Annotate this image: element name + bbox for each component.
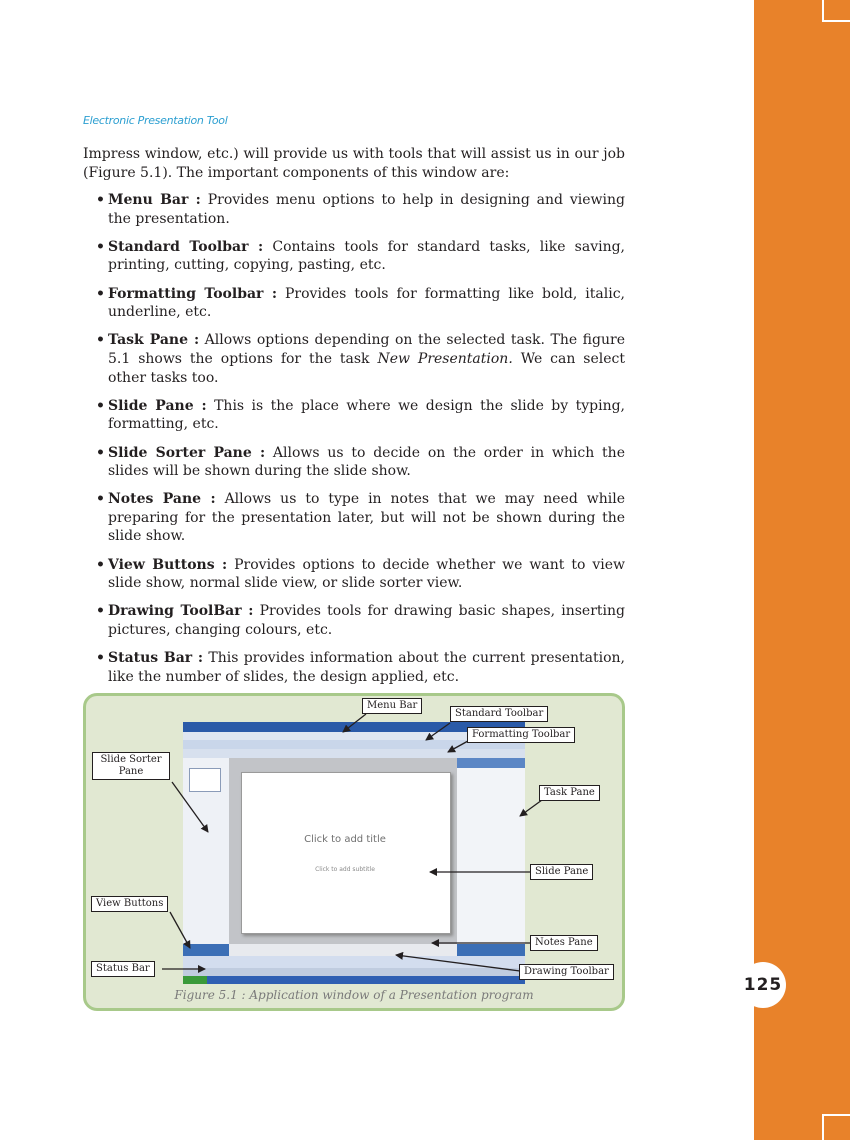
list-item-notes-pane bbox=[96, 490, 625, 546]
intro-paragraph: Impress window, etc.) will provide us with tools that will assist us in our job (Figure 5.1). The important components of this window are: bbox=[83, 146, 625, 181]
slide-pane bbox=[241, 772, 451, 934]
os-taskbar bbox=[183, 976, 525, 984]
formatting-toolbar bbox=[183, 749, 525, 758]
page-number: 125 bbox=[740, 962, 786, 1008]
term: Menu Bar : bbox=[108, 192, 201, 208]
term: Task Pane : bbox=[108, 332, 200, 349]
task-pane bbox=[457, 758, 525, 944]
term: Drawing ToolBar : bbox=[108, 603, 254, 620]
term: Notes Pane : bbox=[108, 491, 216, 508]
description: This provides information about the current presentation, like the number of slides, the design applied, etc. bbox=[108, 650, 625, 685]
slide-thumbnail bbox=[189, 768, 221, 792]
term: Slide Pane : bbox=[108, 397, 207, 414]
slide-title-placeholder: Click to add title bbox=[304, 834, 386, 845]
term: Standard Toolbar : bbox=[108, 238, 264, 255]
description-end: We can select other tasks too. bbox=[108, 350, 625, 386]
list-item-slide-sorter-pane bbox=[96, 444, 625, 481]
label-notes-pane: Notes Pane bbox=[530, 935, 598, 951]
description: Provides menu options to help in designing and viewing the presentation. bbox=[108, 192, 625, 227]
list-item-drawing-toolbar bbox=[96, 602, 625, 639]
bullet-dot: • bbox=[96, 491, 105, 508]
label-task-pane: Task Pane bbox=[539, 785, 600, 801]
bullet-dot: • bbox=[96, 444, 105, 461]
term: View Buttons : bbox=[108, 556, 228, 573]
term: Formatting Toolbar : bbox=[108, 285, 278, 302]
list-item-status-bar bbox=[96, 649, 625, 686]
label-standard-toolbar: Standard Toolbar bbox=[450, 706, 548, 722]
application-screenshot bbox=[183, 722, 525, 984]
description: Allows options depending on the selected task. The figure 5.1 shows the options for the task bbox=[108, 332, 625, 367]
crop-mark-bottom bbox=[822, 1114, 850, 1140]
slide-subtitle-placeholder: Click to add subtitle bbox=[315, 866, 375, 873]
figure-caption: Figure 5.1 : Application window of a Presentation program bbox=[174, 988, 534, 1002]
component-list bbox=[96, 191, 625, 696]
bullet-dot: • bbox=[96, 192, 105, 208]
bullet-dot: • bbox=[96, 650, 105, 667]
bullet-dot: • bbox=[96, 332, 105, 349]
list-item-standard-toolbar bbox=[96, 238, 625, 275]
label-drawing-toolbar: Drawing Toolbar bbox=[519, 964, 614, 980]
drawing-toolbar bbox=[183, 956, 525, 968]
label-slide-pane: Slide Pane bbox=[530, 864, 593, 880]
description: Provides options to decide whether we want to view slide show, normal slide view, or slide sorter view. bbox=[108, 556, 625, 592]
list-item-menu-bar bbox=[96, 191, 625, 228]
bullet-dot: • bbox=[96, 603, 105, 620]
label-formatting-toolbar: Formatting Toolbar bbox=[467, 727, 575, 743]
label-view-buttons: View Buttons bbox=[91, 896, 168, 912]
status-bar bbox=[183, 968, 525, 976]
description: This is the place where we design the slide by typing, formatting, etc. bbox=[108, 397, 626, 433]
list-item-slide-pane bbox=[96, 397, 625, 434]
description: Provides tools for formatting like bold, italic, underline, etc. bbox=[108, 285, 626, 321]
start-button bbox=[183, 976, 207, 984]
term: Slide Sorter Pane : bbox=[108, 444, 266, 461]
crop-mark-top bbox=[822, 0, 850, 22]
description: Provides tools for drawing basic shapes, inserting pictures, changing colours, etc. bbox=[108, 603, 625, 639]
list-item-view-buttons bbox=[96, 556, 625, 593]
task-pane-header bbox=[457, 758, 525, 768]
label-menu-bar: Menu Bar bbox=[362, 698, 422, 714]
bullet-dot: • bbox=[96, 397, 105, 414]
description: Allows us to type in notes that we may need while preparing for the presentation later, but will not be shown during the slide show. bbox=[108, 491, 625, 545]
description: Contains tools for standard tasks, like saving, printing, cutting, copying, pasting, etc. bbox=[108, 238, 626, 274]
description: Allows us to decide on the order in which the slides will be shown during the slide show. bbox=[108, 444, 625, 480]
label-status-bar: Status Bar bbox=[91, 961, 155, 977]
notes-pane bbox=[229, 944, 457, 956]
description-italic: New Presentation. bbox=[377, 350, 513, 367]
running-head: Electronic Presentation Tool bbox=[83, 114, 228, 127]
bullet-dot: • bbox=[96, 238, 105, 255]
list-item-formatting-toolbar bbox=[96, 285, 625, 322]
bullet-dot: • bbox=[96, 556, 105, 573]
list-item-task-pane bbox=[96, 331, 625, 387]
bullet-dot: • bbox=[96, 285, 105, 302]
term: Status Bar : bbox=[108, 650, 204, 667]
label-slide-sorter-pane: Slide Sorter Pane bbox=[92, 752, 170, 780]
